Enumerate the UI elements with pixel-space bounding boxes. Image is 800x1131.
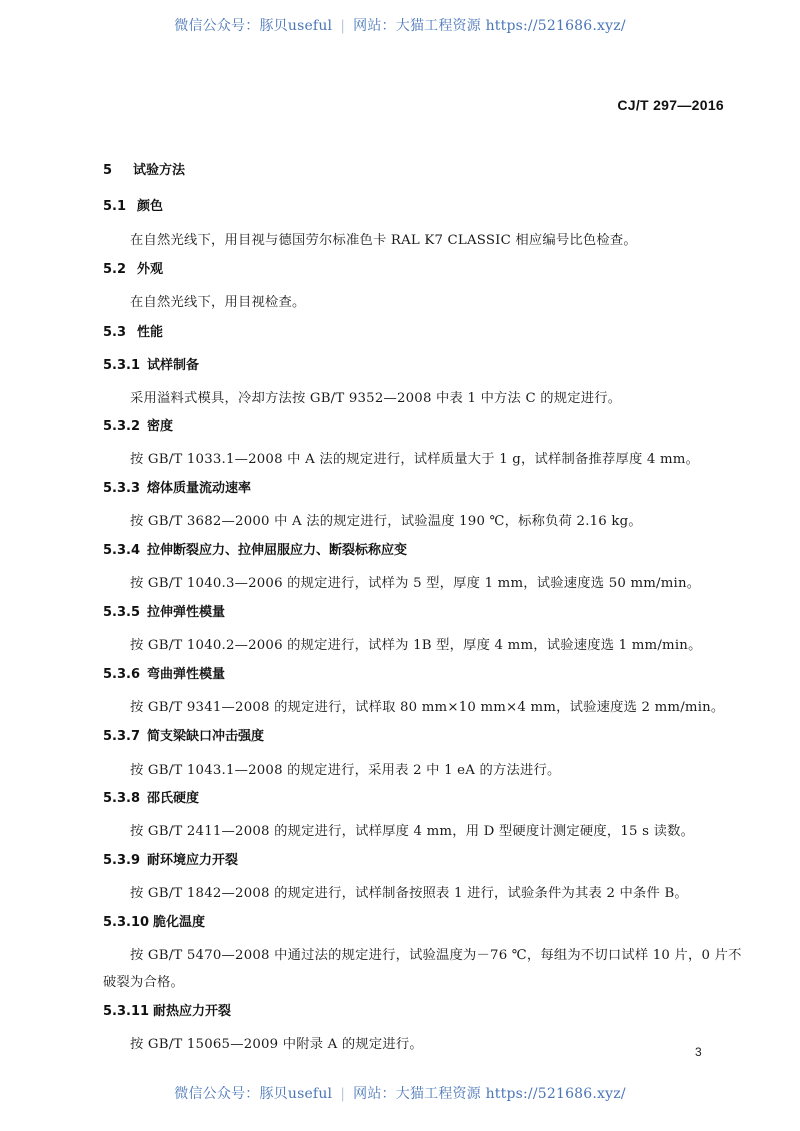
section-title: 试样制备 [147, 358, 200, 373]
watermark-wechat: 微信公众号：豚贝useful [174, 18, 333, 34]
section-body-5-2: 在自然光线下，用目视检查。 [130, 295, 306, 310]
section-heading-5-3-9 [103, 849, 238, 868]
watermark-website: 网站：大猫工程资源 https://521686.xyz/ [353, 18, 626, 34]
section-heading-5-3-7 [103, 725, 264, 744]
section-number: 5.3.9 [103, 853, 141, 868]
section-number: 5.3.3 [103, 481, 141, 496]
section-number: 5.3.8 [103, 791, 141, 806]
section-body-5-3-1: 采用溢料式模具，冷却方法按 GB/T 9352—2008 中表 1 中方法 C 的规定进行。 [130, 391, 622, 406]
section-heading-5-1 [103, 195, 163, 214]
standard-number: CJ/T 297—2016 [617, 97, 724, 113]
section-number: 5.3.11 [103, 1004, 150, 1019]
section-number: 5 [103, 163, 113, 178]
section-title: 密度 [147, 419, 174, 434]
watermark-separator: | [340, 1086, 346, 1102]
section-title: 拉伸弹性模量 [147, 605, 226, 620]
section-title: 耐热应力开裂 [153, 1004, 232, 1019]
section-heading-5-3-5 [103, 601, 225, 620]
section-body-5-3-9: 按 GB/T 1842—2008 的规定进行，试样制备按照表 1 进行，试验条件为其表 2 中条件 B。 [130, 886, 688, 901]
section-heading-5-3 [103, 321, 163, 340]
section-number: 5.2 [103, 262, 127, 277]
watermark-website: 网站：大猫工程资源 https://521686.xyz/ [353, 1086, 626, 1102]
section-number: 5.3.2 [103, 419, 141, 434]
watermark-separator: | [340, 18, 346, 34]
section-title: 耐环境应力开裂 [147, 853, 239, 868]
section-body-5-3-6: 按 GB/T 9341—2008 的规定进行，试样取 80 mm×10 mm×4 mm，试验速度选 2 mm/min。 [130, 700, 725, 715]
section-number: 5.3.6 [103, 667, 141, 682]
section-heading-5-2 [103, 258, 163, 277]
section-heading-5-3-3 [103, 477, 251, 496]
section-number: 5.3 [103, 325, 127, 340]
watermark-wechat: 微信公众号：豚贝useful [174, 1086, 333, 1102]
section-heading-5-3-10 [103, 911, 205, 930]
section-number: 5.3.10 [103, 915, 150, 930]
section-title: 试验方法 [133, 163, 186, 178]
section-number: 5.3.5 [103, 605, 141, 620]
section-title: 拉伸断裂应力、拉伸屈服应力、断裂标称应变 [147, 543, 408, 558]
section-heading-5-3-6 [103, 663, 225, 682]
section-title: 脆化温度 [153, 915, 206, 930]
section-body-5-3-4: 按 GB/T 1040.3—2006 的规定进行，试样为 5 型，厚度 1 mm，试验速度选 50 mm/min。 [130, 576, 701, 591]
section-body-5-3-11: 按 GB/T 15065—2009 中附录 A 的规定进行。 [130, 1037, 423, 1052]
section-title: 性能 [137, 325, 164, 340]
section-number: 5.3.7 [103, 729, 141, 744]
section-heading-5-3-8 [103, 787, 199, 806]
section-title: 弯曲弹性模量 [147, 667, 226, 682]
section-title: 熔体质量流动速率 [147, 481, 252, 496]
section-number: 5.3.4 [103, 543, 141, 558]
section-title: 简支梁缺口冲击强度 [147, 729, 265, 744]
section-body-5-3-10-continued: 破裂为合格。 [103, 975, 184, 990]
section-body-5-3-8: 按 GB/T 2411—2008 的规定进行，试样厚度 4 mm，用 D 型硬度计测定硬度，15 s 读数。 [130, 824, 695, 839]
section-body-5-3-7: 按 GB/T 1043.1—2008 的规定进行，采用表 2 中 1 eA 的方法进行。 [130, 763, 561, 778]
section-body-5-3-5: 按 GB/T 1040.2—2006 的规定进行，试样为 1B 型，厚度 4 mm，试验速度选 1 mm/min。 [130, 638, 702, 653]
section-body-5-3-10: 按 GB/T 5470—2008 中通过法的规定进行，试验温度为－76 ℃，每组为不切口试样 10 片，0 片不 [130, 948, 742, 963]
section-body-5-3-3: 按 GB/T 3682—2000 中 A 法的规定进行，试验温度 190 ℃，标称负荷 2.16 kg。 [130, 514, 642, 529]
section-body-5-1: 在自然光线下，用目视与德国劳尔标准色卡 RAL K7 CLASSIC 相应编号比色检查。 [130, 233, 637, 248]
section-heading-5-3-2 [103, 415, 173, 434]
watermark-bottom [0, 1083, 800, 1103]
section-title: 颜色 [137, 199, 164, 214]
section-heading-5-3-11 [103, 1000, 231, 1019]
watermark-top [0, 15, 800, 35]
section-title: 邵氏硬度 [147, 791, 200, 806]
section-heading-5-3-4 [103, 539, 407, 558]
section-title: 外观 [137, 262, 164, 277]
section-number: 5.1 [103, 199, 127, 214]
page-number: 3 [695, 1045, 702, 1059]
section-heading-5-3-1 [103, 354, 199, 373]
section-body-5-3-2: 按 GB/T 1033.1—2008 中 A 法的规定进行，试样质量大于 1 g，试样制备推荐厚度 4 mm。 [130, 452, 700, 467]
section-heading-5 [103, 159, 185, 178]
section-number: 5.3.1 [103, 358, 141, 373]
